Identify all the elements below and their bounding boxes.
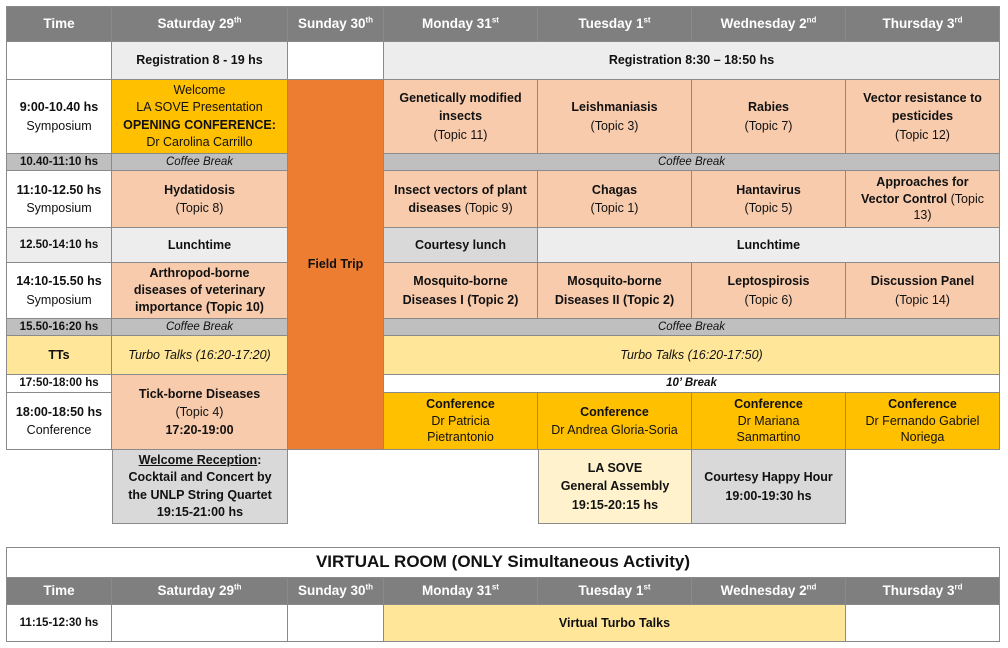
header-time: Time bbox=[6, 6, 112, 42]
discussion-panel: Discussion Panel (Topic 14) bbox=[846, 263, 1000, 319]
mosquito-borne-diseases-2: Mosquito-borne Diseases II (Topic 2) bbox=[538, 263, 692, 319]
coffee-break-weekdays-2: Coffee Break bbox=[384, 319, 1000, 336]
header-tuesday: Tuesday 1st bbox=[538, 6, 692, 42]
schedule-table bbox=[6, 6, 1000, 524]
lunch-time: 12.50-14:10 hs bbox=[6, 228, 112, 263]
virtual-header-saturday: Saturday 29th bbox=[112, 578, 288, 605]
conference-pietrantonio: Conference Dr Patricia Pietrantonio bbox=[384, 393, 538, 450]
virtual-header-tuesday: Tuesday 1st bbox=[538, 578, 692, 605]
coffee-break-time-2: 15.50-16:20 hs bbox=[6, 319, 112, 336]
tts-time: TTs bbox=[6, 336, 112, 375]
virtual-turbo-talks: Virtual Turbo Talks bbox=[384, 605, 846, 642]
turbo-talks-saturday: Turbo Talks (16:20-17:20) bbox=[112, 336, 288, 375]
turbo-talks-weekdays: Turbo Talks (16:20-17:50) bbox=[384, 336, 1000, 375]
hantavirus: Hantavirus (Topic 5) bbox=[692, 171, 846, 228]
time-slot-3: 14:10-15.50 hs Symposium bbox=[6, 263, 112, 319]
break-time: 17:50-18:00 hs bbox=[6, 375, 112, 393]
leishmaniasis: Leishmaniasis (Topic 3) bbox=[538, 80, 692, 154]
general-assembly: LA SOVE General Assembly 19:15-20:15 hs bbox=[538, 450, 692, 524]
registration-weekdays: Registration 8:30 – 18:50 hs bbox=[384, 42, 1000, 80]
mosquito-borne-diseases-1: Mosquito-borne Diseases I (Topic 2) bbox=[384, 263, 538, 319]
coffee-break-time-1: 10.40-11:10 hs bbox=[6, 154, 112, 171]
courtesy-happy-hour: Courtesy Happy Hour 19:00-19:30 hs bbox=[692, 450, 846, 524]
registration-saturday: Registration 8 - 19 hs bbox=[112, 42, 288, 80]
virtual-header-monday: Monday 31st bbox=[384, 578, 538, 605]
header-saturday: Saturday 29th bbox=[112, 6, 288, 42]
virtual-room-title: VIRTUAL ROOM (ONLY Simultaneous Activity) bbox=[6, 547, 1000, 578]
virtual-header-wednesday: Wednesday 2nd bbox=[692, 578, 846, 605]
virtual-header-sunday: Sunday 30th bbox=[288, 578, 384, 605]
insect-vectors-plant-diseases: Insect vectors of plant diseases (Topic 9) bbox=[384, 171, 538, 228]
tick-borne-diseases: Tick-borne Diseases (Topic 4) 17:20-19:00 bbox=[112, 375, 288, 450]
sunday-registration-blank bbox=[288, 42, 384, 80]
genetically-modified-insects: Genetically modified insects (Topic 11) bbox=[384, 80, 538, 154]
virtual-thursday-blank bbox=[846, 605, 1000, 642]
time-slot-conference: 18:00-18:50 hs Conference bbox=[6, 393, 112, 450]
coffee-break-weekdays-1: Coffee Break bbox=[384, 154, 1000, 171]
field-trip-block: Field Trip bbox=[288, 80, 384, 450]
conference-noriega: Conference Dr Fernando Gabriel Noriega bbox=[846, 393, 1000, 450]
leptospirosis: Leptospirosis (Topic 6) bbox=[692, 263, 846, 319]
coffee-break-saturday-2: Coffee Break bbox=[112, 319, 288, 336]
virtual-header-time: Time bbox=[6, 578, 112, 605]
virtual-saturday-blank bbox=[112, 605, 288, 642]
conference-sanmartino: Conference Dr Mariana Sanmartino bbox=[692, 393, 846, 450]
virtual-header-thursday: Thursday 3rd bbox=[846, 578, 1000, 605]
rabies: Rabies (Topic 7) bbox=[692, 80, 846, 154]
header-sunday: Sunday 30th bbox=[288, 6, 384, 42]
approaches-vector-control: Approaches for Vector Control (Topic 13) bbox=[846, 171, 1000, 228]
coffee-break-saturday-1: Coffee Break bbox=[112, 154, 288, 171]
hydatidosis: Hydatidosis (Topic 8) bbox=[112, 171, 288, 228]
header-wednesday: Wednesday 2nd bbox=[692, 6, 846, 42]
registration-time-cell bbox=[6, 42, 112, 80]
conference-gloria-soria: Conference Dr Andrea Gloria-Soria bbox=[538, 393, 692, 450]
lunchtime-saturday: Lunchtime bbox=[112, 228, 288, 263]
virtual-sunday-blank bbox=[288, 605, 384, 642]
time-slot-1: 9:00-10.40 hs Symposium bbox=[6, 80, 112, 154]
welcome-reception: Welcome Reception: Cocktail and Concert by the UNLP String Quartet 19:15-21:00 hs bbox=[112, 450, 288, 524]
ten-minute-break: 10’ Break bbox=[384, 375, 1000, 393]
virtual-room-table bbox=[6, 547, 1000, 643]
lunchtime-weekdays: Lunchtime bbox=[538, 228, 1000, 263]
courtesy-lunch: Courtesy lunch bbox=[384, 228, 538, 263]
chagas: Chagas (Topic 1) bbox=[538, 171, 692, 228]
vector-resistance: Vector resistance to pesticides (Topic 12) bbox=[846, 80, 1000, 154]
header-thursday: Thursday 3rd bbox=[846, 6, 1000, 42]
virtual-time: 11:15-12:30 hs bbox=[6, 605, 112, 642]
time-slot-2: 11:10-12.50 hs Symposium bbox=[6, 171, 112, 228]
welcome-opening-conference: Welcome LA SOVE Presentation OPENING CONFERENCE: Dr Carolina Carrillo bbox=[112, 80, 288, 154]
header-monday: Monday 31st bbox=[384, 6, 538, 42]
arthropod-borne-diseases: Arthropod-borne diseases of veterinary importance (Topic 10) bbox=[112, 263, 288, 319]
